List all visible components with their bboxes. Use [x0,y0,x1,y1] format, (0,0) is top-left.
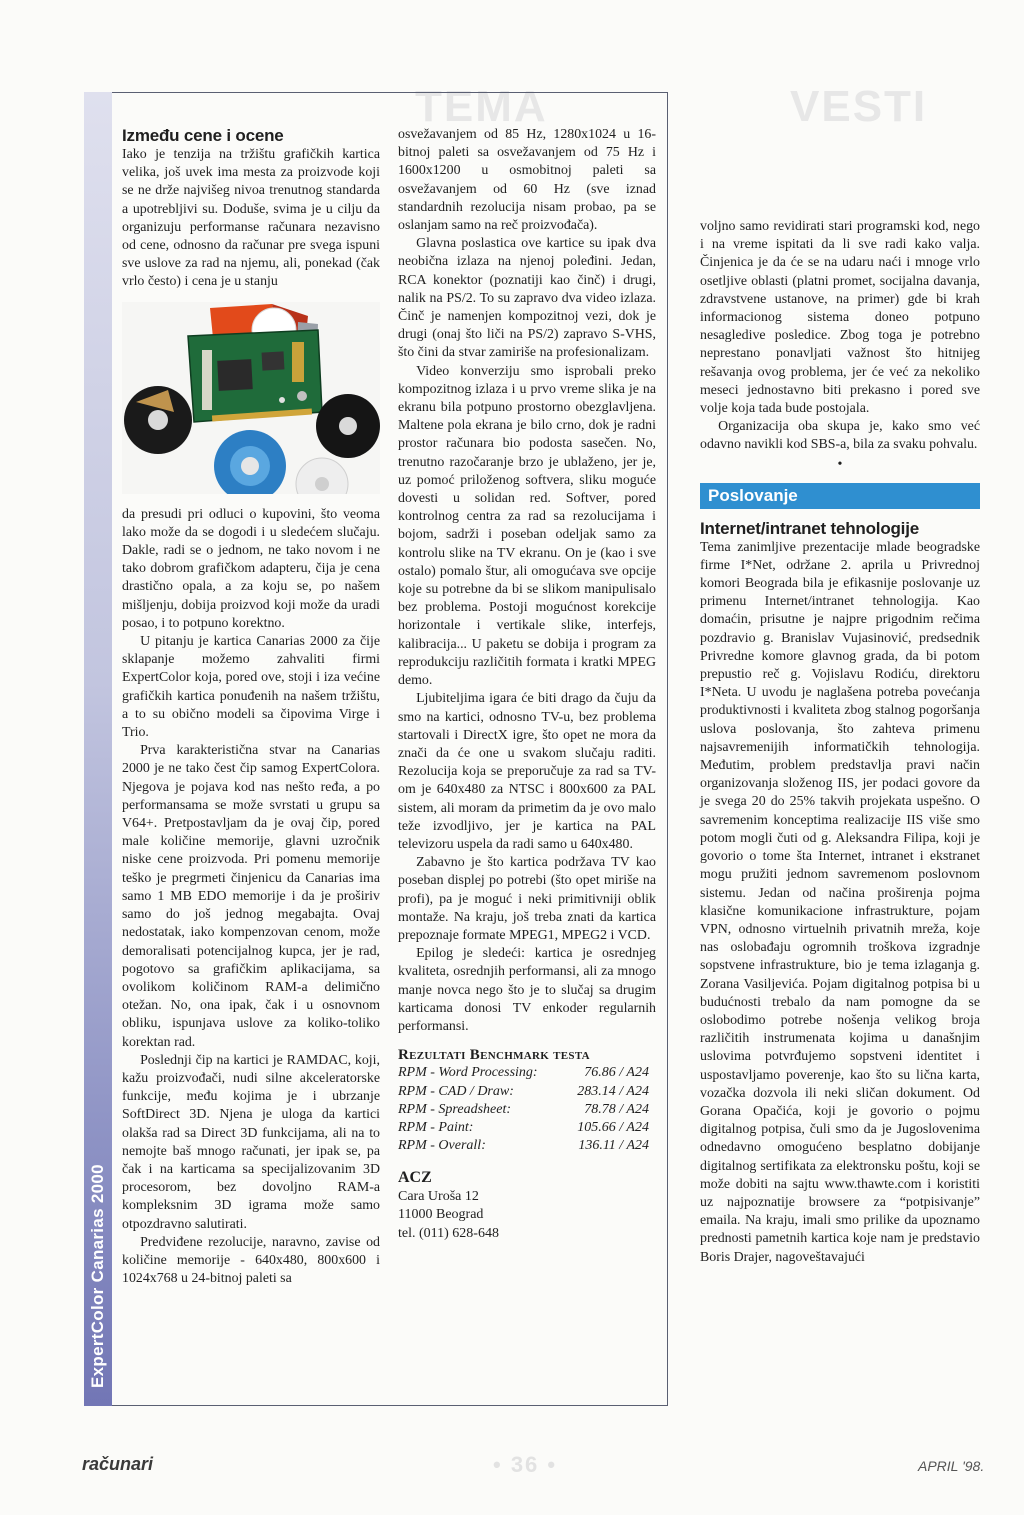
contact-phone: tel. (011) 628-648 [398,1225,499,1241]
paragraph: Iako je tenzija na tržištu grafičkih kartica velika, još uvek ima mesta za proizvode koji se ne drže najvišeg nivoa trenutnog standarda a upotrebljivi su. Doduše, svima je u cilju da organizuju performanse računara nezavisno od cene, odnosno da računar pre svega ispuni sve uslove za rad na njemu, ali, ponekad (čak vrlo često) i cena je u stanju [122,147,380,290]
benchmark-box [398,1046,656,1155]
article-column-2 [398,126,656,1243]
benchmark-value: 78.78 / A24 [584,1101,649,1117]
news-column [700,218,980,1267]
magazine-name: računari [82,1454,154,1474]
contact-street: Cara Uroša 12 [398,1188,479,1204]
benchmark-table [398,1064,649,1155]
paragraph: U pitanju je kartica Canarias 2000 za čije sklapanje možemo zahvaliti firmi ExpertColor koja, pored ove, stoji i iza većine grafičkih kartica ponuđenih na našem tržištu, a to su obično modeli sa čipovima Virge i Trio. [122,634,380,741]
continuation-text [700,218,980,455]
article-2-text [700,539,980,1267]
paragraph: Glavna poslastica ove kartice su ipak dva neobična izlaza na njenoj poleđini. Jedan, RCA konektor (poznatiji kao činč) i drugi, nalik na PS/2. To su zapravo dva video izlaza. Činč je namenjen kompozitnoj vezi, dok je drugi (onaj što liči na PS/2) zapravo S-VHS, što čini da stvar zamiriše na profesionalizam. [398,236,656,361]
benchmark-value: 76.86 / A24 [584,1065,649,1081]
benchmark-label: RPM - Paint: [398,1119,474,1135]
benchmark-row [398,1137,649,1155]
benchmark-label: RPM - Overall: [398,1138,486,1154]
paragraph: Epilog je sledeći: kartica je osrednjeg kvaliteta, osrednjih performansi, ali za mnogo manje novca nego što je to slučaj sa drugim karticama donosi TV enkoder regularnih performansi. [398,946,656,1034]
paragraph: Predviđene rezolucije, naravno, zavise od količine memorije - 640x480, 800x600 i 1024x768 u 24-bitnoj paleti sa [122,1234,380,1287]
benchmark-label: RPM - Spreadsheet: [398,1101,511,1117]
paragraph: Prva karakteristična stvar na Canarias 2000 je ne tako čest čip samog ExpertColora. Njegova je pojava kod nas nešto ređa, a po performansama se može svrstati u grupu sa V64+. Pretpostavljam da je ovaj čip, pored male količine memorije, glavni uzročnik niske cene proizvoda. Pri pomenu memorije teško je pregrmeti činjenicu da Canarias ima samo 1 MB EDO memorije i da je proširiv samo do još jednog megabajta. Ovaj nedostatak, iako kompenzovan cenom, može demoralisati potencijalnog kupca, jer je rad, pogotovo sa grafičkim aplikacijama, sa ovolikom količinom RAM-a delimično otežan. No, ona ipak, čak i u osnovnom obliku, ispunjava uslove za koliko-toliko korektan rad. [122,743,380,1050]
paragraph: Zabavno je što kartica podržava TV kao poseban displej po potrebi (što opet miriše na profi), pa je moguć i neki primitivniji oblik montaže. Na kraju, još treba znati da kartica prepoznaje formate MPEG1, MPEG2 i VCD. [398,855,656,943]
paragraph: Ljubiteljima igara će biti drago da čuju da smo na kartici, odnosno TV-u, bez problema startovali i DirectX igre, što opet ne mora da znači da će one u svakom slučaju raditi. Rezolucija koja se preporučuje za rad sa TV-om je 640x480 za NTSC i 800x600 za PAL sistem, ali moram da primetim da je ovo malo teže izvodljivo, jer je kartica na PAL televizoru uspela da radi samo u 640x480. [398,691,656,852]
article-column-1 [122,126,380,1288]
benchmark-label: RPM - Word Processing: [398,1065,538,1081]
column-1-top-text [122,146,380,292]
product-photo [122,302,380,494]
benchmark-row [398,1119,649,1137]
benchmark-title: Rezultati Benchmark testa [398,1047,590,1064]
sidebar-label: ExpertColor Canarias 2000 [88,1164,107,1388]
contact-info [398,1169,656,1243]
background-heading-right: VESTI [790,82,928,131]
benchmark-value: 136.11 / A24 [578,1138,649,1154]
benchmark-value: 105.66 / A24 [577,1119,649,1135]
paragraph: Poslednji čip na kartici je RAMDAC, koji, kažu proizvođači, nudi silne akceleratorske funkcije, među kojima je i ubrzanje SoftDirect 3D. Njena je uloga da kartici olakša rad sa Direct 3D funkcijama, ali na to nemojte baš mnogo računati, jer ipak se, pa čak i na karticama sa specijalizovanim 3D procesorom, bez dovoljno RAM-a kompleksnim 3D igrama može samo otpozdravno salutirati. [122,1052,380,1232]
contact-city: 11000 Beograd [398,1207,484,1223]
bullet-separator: • [837,456,843,472]
benchmark-row [398,1083,649,1101]
section-label-poslovanje: Poslovanje [700,483,980,509]
graphics-card-photo [122,302,380,494]
paragraph: da presudi pri odluci o kupovini, što veoma lako može da se dogodi i u sledećem slučaju. Dakle, radi se o jednom, ne tako novom i ne tako dobrom grafičkom adapteru, čija je cena drastično opala, a za koju se, po našem mišljenju, dobija proizvod koji može da uradi posao, i to potpuno korektno. [122,506,380,631]
paragraph: osvežavanjem od 85 Hz, 1280x1024 u 16-bitnoj paleti sa osvežavanjem od 75 Hz i 1600x1200 u osmobitnoj paleti sa osvežavanjem od 60 Hz (sve iznad standardnih rezolucija nisam probao, pa se oslanjam samo na reč proizvođača). [398,127,656,234]
background-heading-left: TEMA [415,82,548,131]
article-2-title: Internet/intranet tehnologije [700,518,919,538]
benchmark-label: RPM - CAD / Draw: [398,1083,514,1099]
paragraph: voljno samo revidirati stari programski kod, nego i na vreme ispitati da li sve radi kako valja. Činjenica je da će se na udaru naći i mnoge vrlo osetljive oblasti (platni promet, socijalna davanja, zdravstvene ustanove, na primer) gde bi krah informacionog sistema doneo potpuno nesagledive posledice. Zbog toga je potrebno neprestano ponavljati važnost što hitnijeg rešavanja ovog problema, jer će već za nekoliko meseci jednostavno biti prekasno i pored sve volje koja tada bude postojala. [700,219,980,417]
article-title: Između cene i ocene [122,126,284,145]
benchmark-row [398,1101,649,1119]
paragraph: Video konverziju smo isprobali preko kompozitnog izlaza i u prvo vreme slika je na ekranu bila potpuno prostorno obezglavljena. Maltene pola ekrana je bilo crno, dok je radni prostor računara bio podosta sasečen. No, trenutno razočaranje brzo je ublaženo, jer je, uz pomoć priloženog softvera, sliku moguće dovesti u solidan red. Softver, pored kontrolnog centra za rad sa rezolucijama i bojom, sadrži i poseban odeljak samo za kontrolu slike na TV ekranu. On je (kao i sve ostalo) pomalo štur, ali omogućava sve opcije koje su potrebne da bi se slikom manipulisalo bez problema. Postoji mogućnost korekcije horizontale i vertikale slike, interfejs, kalibracija... U paketu se dobija i program za reprodukciju različitih formata i kratki MPEG demo. [398,363,656,689]
benchmark-row [398,1064,649,1082]
page-number: • 36 • [493,1452,558,1477]
paragraph: Tema zanimljive prezentacije mlade beogradske firme I*Net, održane 2. aprila u Privrednoj komori Beograda bila je efikasnije poslovanje uz primenu Internet/intranet tehnologija. Kao domaćin, prisutne je najpre prigodnim rečima pozdravio g. Branislav Vujasinović, predsednik Privredne komore glavnog grada, da bi potom prepustio reč g. Vojislavu Rodiću, direktoru I*Neta. U uvodu je naglašena potreba povećanja produktivnosti i kvaliteta zbog stalnog pogoršanja uslova poslovanja, što zahteva primenu najsavremenijih informatičkih tehnologija. Međutim, problem predstavlja pravi način organizovanja složenog IIS, jer podaci govore da je svega 20 do 25% takvih projekata uspešno. O savremenim konceptima realizacije IIS više smo potom mogli čuti od g. Aleksandra Filipa, koji je govorio o tome šta Internet, intranet i ekstranet mogu pružiti jednom savremenom poslovnom sistemu. Jedan od načina proširenja pojma klasične komunikacione infrastrukture, pojam VPN, odnosno virtuelnih privatnih mreža, koje nas oslobađaju ogromnih troškova izgradnje sopstvene infrastrukture, bio je tema izlaganja g. Zorana Vasiljevića. Pojam digitalnog potpisa bi u budućnosti trebalo da nam pomogne da se oslobodimo potrebe nošenja velikog broja različitih instrumenata kojima u današnjim uslovima potvrđujemo sopstveni identitet i uspostavljamo poverenje, kao što su lična karta, vozačka dozvola ili neki sličan dokument. Od Gorana Opačića, koji je govorio o pojmu digitalnog potpisa, čuli smo da je Jugoslovenima odnedavno omogućeno besplatno dobijanje digitalnog sertifikata za elektronsku poštu, koji se može dobiti na sajtu www.thawte.com i koristiti uz najpoznatije browsere za “potpisivanje” emaila. Na kraju, imali smo prilike da upoznamo prednosti pametnih kartica koje nam je predstavio Boris Drajer, nagoveštavajući [700,539,980,1265]
column-2-text [398,126,656,1036]
column-1-bottom-text [122,506,380,1289]
benchmark-value: 283.14 / A24 [577,1083,649,1099]
contact-name: ACZ [398,1169,432,1187]
issue-date: APRIL '98. [918,1458,985,1474]
paragraph: Organizacija oba skupa je, kako smo već odavno navikli kod SBS-a, bila za svaku pohvalu. [700,419,980,453]
